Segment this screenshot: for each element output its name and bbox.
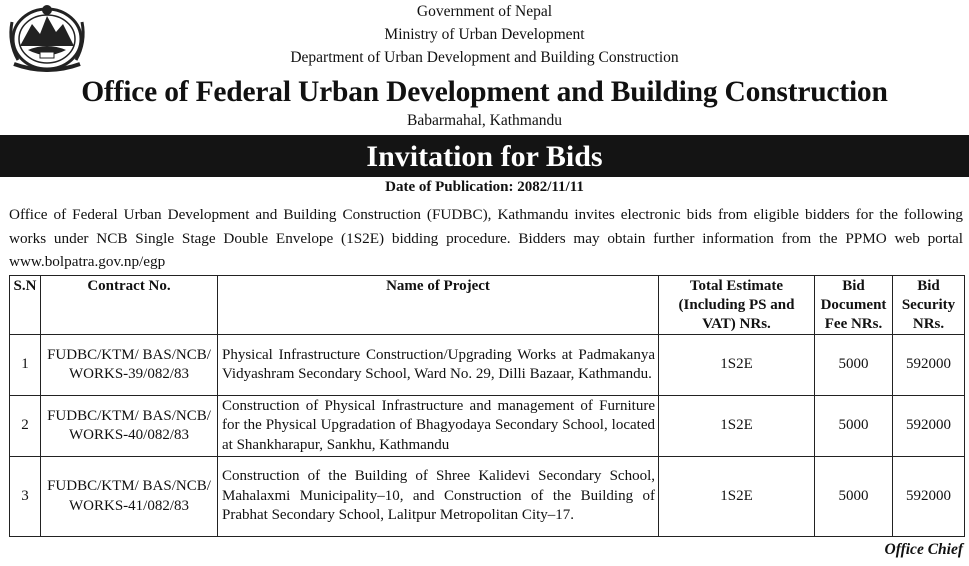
col-header-sn: S.N <box>10 276 41 335</box>
cell-sn: 1 <box>10 335 41 396</box>
col-header-security: Bid Security NRs. <box>893 276 965 335</box>
table-row <box>10 457 965 537</box>
table-row <box>10 396 965 457</box>
col-header-estimate: Total Estimate (Including PS and VAT) NRs. <box>659 276 815 335</box>
publication-date: Date of Publication: 2082/11/11 <box>385 179 584 195</box>
cell-doc-fee: 5000 <box>815 335 893 396</box>
cell-contract: FUDBC/KTM/ BAS/NCB/ WORKS-40/082/83 <box>41 396 218 457</box>
department-title: Department of Urban Development and Building Construction <box>290 49 679 66</box>
cell-doc-fee: 5000 <box>815 457 893 537</box>
signatory: Office Chief <box>884 541 963 558</box>
cell-security: 592000 <box>893 457 965 537</box>
cell-project: Physical Infrastructure Construction/Upgrading Works at Padmakanya Vidyashram Secondary School, Ward No. 29, Dilli Bazaar, Kathmandu. <box>218 335 659 396</box>
cell-sn: 2 <box>10 396 41 457</box>
table-header-row <box>10 276 965 335</box>
cell-project: Construction of Physical Infrastructure and management of Furniture for the Physical Upgradation of Bhagyodaya Secondary School, located at Shankharapur, Sankhu, Kathmandu <box>218 396 659 457</box>
cell-sn: 3 <box>10 457 41 537</box>
cell-project: Construction of the Building of Shree Kalidevi Secondary School, Mahalaxmi Municipality–10, and Construction of the Building of Prabhat Secondary School, Lalitpur Metropolitan City–17. <box>218 457 659 537</box>
cell-contract: FUDBC/KTM/ BAS/NCB/ WORKS-39/082/83 <box>41 335 218 396</box>
government-title: Government of Nepal <box>416 3 553 20</box>
cell-security: 592000 <box>893 335 965 396</box>
cell-estimate: 1S2E <box>659 457 815 537</box>
col-header-doc-fee: Bid Document Fee NRs. <box>815 276 893 335</box>
col-header-project: Name of Project <box>218 276 659 335</box>
bids-table <box>9 275 965 537</box>
cell-estimate: 1S2E <box>659 396 815 457</box>
col-header-contract: Contract No. <box>41 276 218 335</box>
cell-security: 592000 <box>893 396 965 457</box>
cell-estimate: 1S2E <box>659 335 815 396</box>
notice-title-banner: Invitation for Bids <box>0 135 969 177</box>
office-title: Office of Federal Urban Development and Building Construction <box>81 76 888 108</box>
intro-paragraph: Office of Federal Urban Development and Building Construction (FUDBC), Kathmandu invites electronic bids from eligible bidders for the following works under NCB Single Stage Double Envelope (1S2E) bidding procedure. Bidders may obtain further information from the PPMO web portal www.bolpatra.gov.np/egp <box>9 206 963 270</box>
office-address: Babarmahal, Kathmandu <box>407 112 562 129</box>
ministry-title: Ministry of Urban Development <box>384 26 585 43</box>
table-row <box>10 335 965 396</box>
cell-doc-fee: 5000 <box>815 396 893 457</box>
cell-contract: FUDBC/KTM/ BAS/NCB/ WORKS-41/082/83 <box>41 457 218 537</box>
